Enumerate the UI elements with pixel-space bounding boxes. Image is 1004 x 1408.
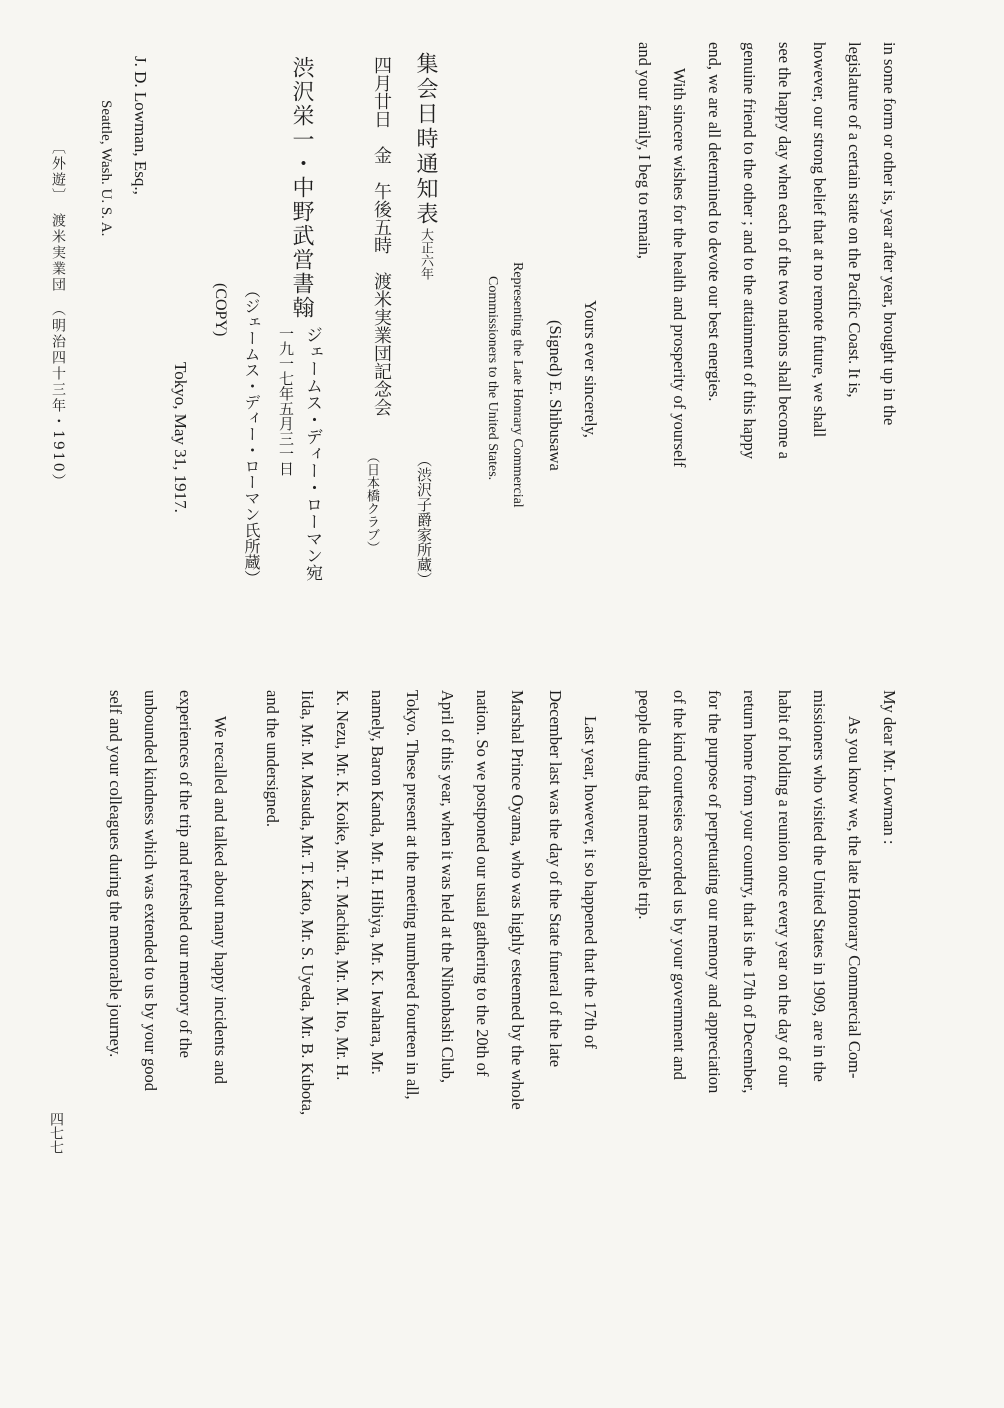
text-line: return home from your country, that is the 17th of December, [740, 690, 759, 1094]
text-line: people during that memorable trip. [635, 690, 654, 920]
meeting-notice-title: 集会日時通知表 [413, 52, 438, 227]
letter-title: 渋沢栄一・中野武営書翰 [289, 56, 314, 320]
representing-line: Representing the Late Honrary Commercial [510, 262, 525, 508]
text-line: legislature of a certain state on the Pacific Coast. It is, [845, 42, 864, 398]
text-line: Iida, Mr. M. Masuda, Mr. T. Kato, Mr. S. Uyeda, Mr. B. Kubota, [298, 690, 317, 1116]
text-line: of the kind courtesies accorded us by your government and [670, 690, 689, 1080]
text-line: for the purpose of perpetuating our memory and appreciation [705, 690, 724, 1094]
text-line: however, our strong belief that at no remote future, we shall [810, 42, 829, 438]
text-line: K. Nezu, Mr. K. Koike, Mr. T. Machida, Mr. M. Ito, Mr. H. [333, 690, 352, 1081]
text-line: in some form or other is, year after year, brought up in the [880, 42, 899, 426]
text-line: missioners who visited the United States in 1909, are in the [810, 690, 829, 1082]
text-line: Tokyo. These present at the meeting numbered fourteen in all, [403, 690, 422, 1100]
signature-line: (Signed) E. Shibusawa [546, 320, 565, 471]
recipient-line: ジェームス・ディー・ローマン宛 [302, 326, 322, 581]
era-label: 大正六年 [418, 228, 433, 280]
source-note-2: （ジェームス・ディー・ローマン氏所蔵） [242, 282, 261, 586]
text-line: experiences of the trip and refreshed our memory of the [176, 690, 195, 1058]
representing-line: Commissioners to the United States. [485, 276, 500, 481]
text-line: Last year, however, it so happened that the 17th of [581, 716, 600, 1049]
text-line: and the undersigned. [263, 690, 282, 828]
text-line: self and your colleagues during the memorable journey. [106, 690, 125, 1058]
meeting-date-line: 四月廿日 金 午後五時 渡米実業団記念会 [371, 56, 392, 416]
text-line: Marshal Prince Oyama, who was highly esteemed by the whole [508, 690, 527, 1110]
copy-label: (COPY) [212, 283, 229, 337]
text-line: nation. So we postponed our usual gathering to the 20th of [473, 690, 492, 1077]
text-line: habit of holding a reunion once every year on the day of our [775, 690, 794, 1087]
text-line: With sincere wishes for the health and prosperity of yourself [670, 68, 689, 468]
text-line: We recalled and talked about many happy incidents and [211, 716, 230, 1084]
source-note: （渋沢子爵家所蔵） [415, 452, 433, 587]
page-number: 四七七 [48, 1112, 64, 1154]
addressee: J. D. Lowman, Esq., [131, 56, 150, 195]
text-line: see the happy day when each of the two nations shall become a [775, 42, 794, 459]
text-line: genuine friend to the other ; and to the attainment of this happy [740, 42, 759, 459]
text-line: As you know we, the late Honorary Commercial Com- [845, 716, 864, 1079]
addressee-location: Seattle, Wash. U. S. A. [98, 100, 114, 237]
club-note: （日本橋クラブ） [364, 450, 379, 554]
salutation: My dear Mr. Lowman : [880, 690, 899, 845]
text-line: April of this year, when it was held at the Nihonbashi Club, [438, 690, 457, 1083]
closing-line: Yours ever sincerely, [581, 300, 600, 438]
footer-section-label: 〔外遊〕 渡米実業団 （明治四十三年・1910） [50, 140, 66, 490]
letter-date-jp: 一九一七年五月三一日 [277, 326, 295, 476]
text-line: namely, Baron Kanda, Mr. H. Hibiya, Mr. K. Iwahara, Mr. [368, 690, 387, 1075]
letter-date: Tokyo, May 31, 1917. [171, 362, 190, 513]
text-line: unbounded kindness which was extended to us by your good [141, 690, 160, 1091]
text-line: end, we are all determined to devote our best energies. [705, 42, 724, 402]
text-line: December last was the day of the State funeral of the late [546, 690, 565, 1068]
text-line: and your family, I beg to remain, [635, 42, 654, 260]
